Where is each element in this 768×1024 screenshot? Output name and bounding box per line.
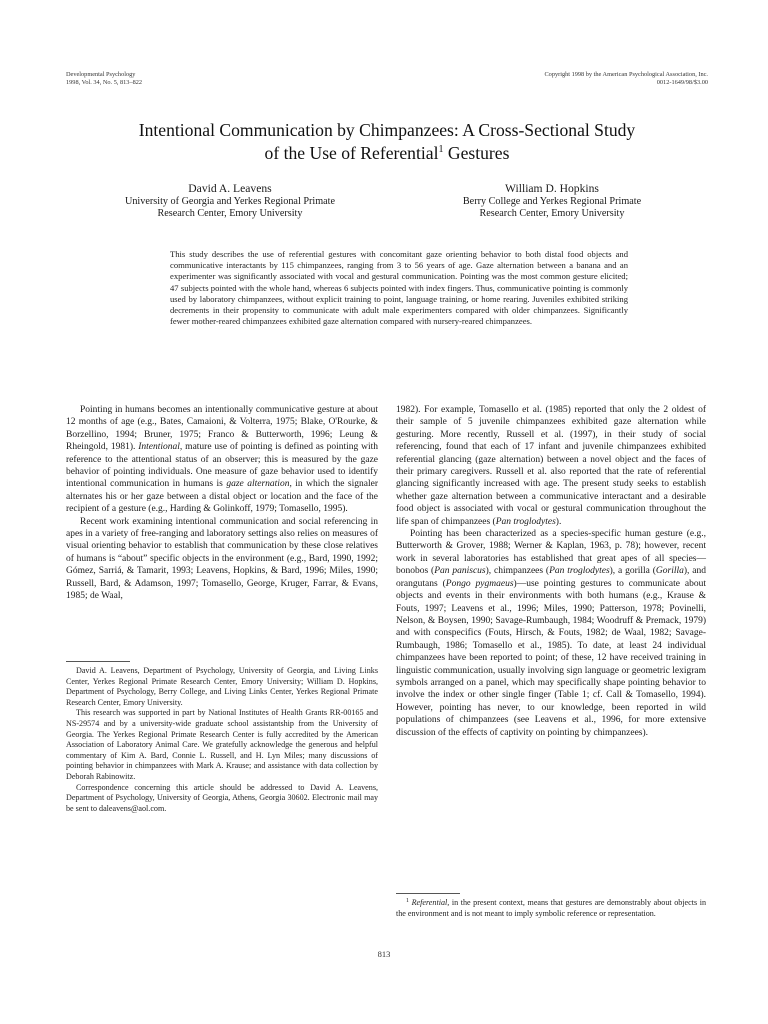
title-line-2a: of the Use of Referential	[264, 143, 439, 163]
footnote-text: in the present context, means that gestures are demonstrably about objects in the environment and is not meant to imply symbolic reference or representation.	[396, 898, 706, 918]
italic-term: Pongo pygmaeus	[445, 578, 514, 589]
text-run: Pointing in humans becomes an intentionally communicative gesture at about 12 months of age (e.g., Bates, Camaioni, & Volterra, 1975; Blake, O'Rourke, & Borzellino, 1994; Bruner, 1975; Franco & Butterworth, 1996; Leung & Rheingold, 1981).	[66, 405, 378, 453]
text-run: mature use of pointing is defined as pointing with reference to the attentional status of an observer; this is measured by the gaze behavior of pointing individuals. One measure of gaze behavior used to identify intentional communication in humans is	[66, 442, 378, 490]
text-run: )—use pointing gestures to communicate about objects and events in their environments with both humans (e.g., Krause & Fouts, 1997; Leavens et al., 1996; Miles, 1990; Patterson, 1978; Povinelli, Nelson, & Boysen, 1990; Savage-Rumbaugh, 1984; Woodruff & Premack, 1979) and with conspecifics (Fouts, Hirsch, & Fouts, 1982; de Waal, 1982; Savage-Rumbaugh, 1986; Tomasello et al., 1985). To date, at least 24 individual chimpanzees have been reported to point; of these, 12 have received training in linguistic communication, usually involving sign language or geometric lexigram symbols arranged on a panel, which may specifically shape pointing behavior to involve the index or other single finger (Table 1; cf. Call & Tomasello, 1994). However, pointing has never, to our knowledge, been reported in wild populations of chimpanzees (see Leavens et al., 1996, for more extensive discussion of the effects of captivity on pointing by chimpanzees).	[396, 578, 707, 738]
italic-term: Pan troglodytes	[549, 566, 610, 577]
body-paragraph	[66, 404, 378, 516]
body-paragraph	[396, 404, 706, 528]
journal-name: Developmental Psychology	[66, 71, 136, 78]
author-affiliation: Berry College and Yerkes Regional Primate	[462, 196, 642, 207]
text-run: in which the signaler alternates his or her gaze between a distal object or location and the face of the recipient of a gesture (e.g., Harding & Golinkoff, 1979; Tomasello, 1995).	[66, 479, 378, 515]
text-run: 1982). For example, Tomasello et al. (1985) reported that only the 2 oldest of their sample of 5 juvenile chimpanzees exhibited gaze alternation while gesturing. More recently, Russell et al. (1997), in their study of social referencing, found that each of 17 infant and juvenile chimpanzees exhibited referential glancing (gaze alternation) between a novel object and the faces of their primary caregivers. Russell et al. also reported that the rate of referential glancing significantly increased with age. The present study seeks to establish whether gaze alternation between a communicative interactant and a desirable food object is associated with vocal or gestural communication throughout the life span of chimpanzees (	[396, 405, 706, 527]
author-affiliation: Research Center, Emory University	[479, 208, 625, 219]
journal-issue: 1998, Vol. 34, No. 5, 813–822	[66, 79, 143, 86]
running-header-left	[66, 71, 142, 87]
title-line-1: Intentional Communication by Chimpanzees: A Cross-Sectional Study	[138, 120, 636, 140]
author-name: David A. Leavens	[188, 182, 272, 195]
author-affiliation: University of Georgia and Yerkes Regional Primate	[124, 196, 336, 207]
text-run: Pointing has been characterized as a species-specific human gesture (e.g., Butterworth & Grover, 1988; Werner & Kaplan, 1963, p. 78); however, recent work in several laboratories has established that great apes of all species—bonobos (	[396, 529, 706, 577]
footnote-mark: 1	[406, 898, 409, 904]
body-paragraph	[396, 528, 706, 739]
author-affiliation: Research Center, Emory University	[157, 208, 303, 219]
article-title	[66, 119, 708, 165]
author-block-1	[80, 182, 380, 220]
author-note: This research was supported in part by National Institutes of Health Grants RR-00165 and NS-29574 and by a university-wide graduate school assistantship from the University of Georgia. The Yerkes Regional Primate Research Center is fully accredited by the American Association of Laboratory Animal Care. We gratefully acknowledge the generous and helpful commentary of Kim A. Bard, Connie L. Russell, and H. Lyn Miles; many discussions of pointing behavior in chimpanzees with Mark A. Krause; and assistance with data collection by Deborah Rabinowitz.	[66, 708, 378, 781]
article-code: 0012-1649/98/$3.00	[656, 79, 708, 86]
copyright-line: Copyright 1998 by the American Psychological Association, Inc.	[544, 71, 708, 78]
italic-term: Gorilla	[655, 566, 684, 577]
italic-term: Pan paniscus	[434, 566, 486, 577]
author-note: David A. Leavens, Department of Psychology, University of Georgia, and Living Links Center, Yerkes Regional Primate Research Center, Emory University; William D. Hopkins, Department of Psychology, Berry College, and Living Links Center, Yerkes Regional Primate Research Center, Emory University.	[66, 666, 378, 707]
author-note: Correspondence concerning this article should be addressed to David A. Leavens, Department of Psychology, University of Georgia, Athens, Georgia 30602. Electronic mail may be sent to daleavens@aol.com.	[66, 782, 378, 813]
italic-term: gaze alternation,	[226, 479, 292, 490]
italic-term: Pan troglodytes	[495, 516, 556, 527]
page-number: 813	[377, 949, 391, 959]
text-run: ).	[555, 516, 562, 527]
footnote	[396, 898, 706, 919]
body-paragraph: Recent work examining intentional communication and social referencing in apes in a variety of free-ranging and laboratory settings also relies on measures of visual orienting behavior to establish that communication by these close relatives of humans is “about” specific objects in the environment (e.g., Bard, 1990, 1992; Gómez, Sarriá, & Tamarit, 1993; Leavens, Hopkins, & Bard, 1996; Miles, 1990; Russell, Bard, & Adamson, 1997; Tomasello, George, Kruger, Farrar, & Evans, 1985; de Waal,	[66, 516, 378, 602]
title-line-2b: Gestures	[443, 143, 510, 163]
footnote-divider	[396, 893, 460, 894]
body-column-left	[66, 404, 378, 603]
text-run: ), chimpanzees (	[485, 566, 550, 577]
author-name: William D. Hopkins	[505, 182, 599, 195]
italic-term: Intentional,	[138, 442, 183, 453]
footnote-divider	[66, 661, 130, 662]
text-run: ), and orangutans (	[396, 566, 706, 589]
abstract: This study describes the use of referential gestures with concomitant gaze orienting behavior to both distal food objects and communicative interactants by 115 chimpanzees, ranging from 3 to 56 years of age. Gaze alternation between a banana and an experimenter was significantly associated with vocal and gestural communication. Pointing was the most common gesture elicited; 47 subjects pointed with the whole hand, whereas 6 subjects pointed with index fingers. Thus, communicative pointing is commonly used by laboratory chimpanzees, without explicit training to point, language training, or home rearing. Juveniles exhibited striking decrements in their propensity to communicate with adult male experimenters compared with older chimpanzees. Significantly fewer mother-reared chimpanzees exhibited gaze alternation compared with nursery-reared chimpanzees.	[170, 249, 628, 327]
text-run: ), a gorilla (	[609, 566, 656, 577]
title-footnote-mark: 1	[438, 144, 444, 155]
body-column-right	[396, 404, 706, 739]
author-notes	[66, 666, 378, 814]
running-header-right	[544, 71, 708, 87]
footnote-term: Referential,	[411, 898, 450, 907]
author-block-2	[402, 182, 702, 220]
